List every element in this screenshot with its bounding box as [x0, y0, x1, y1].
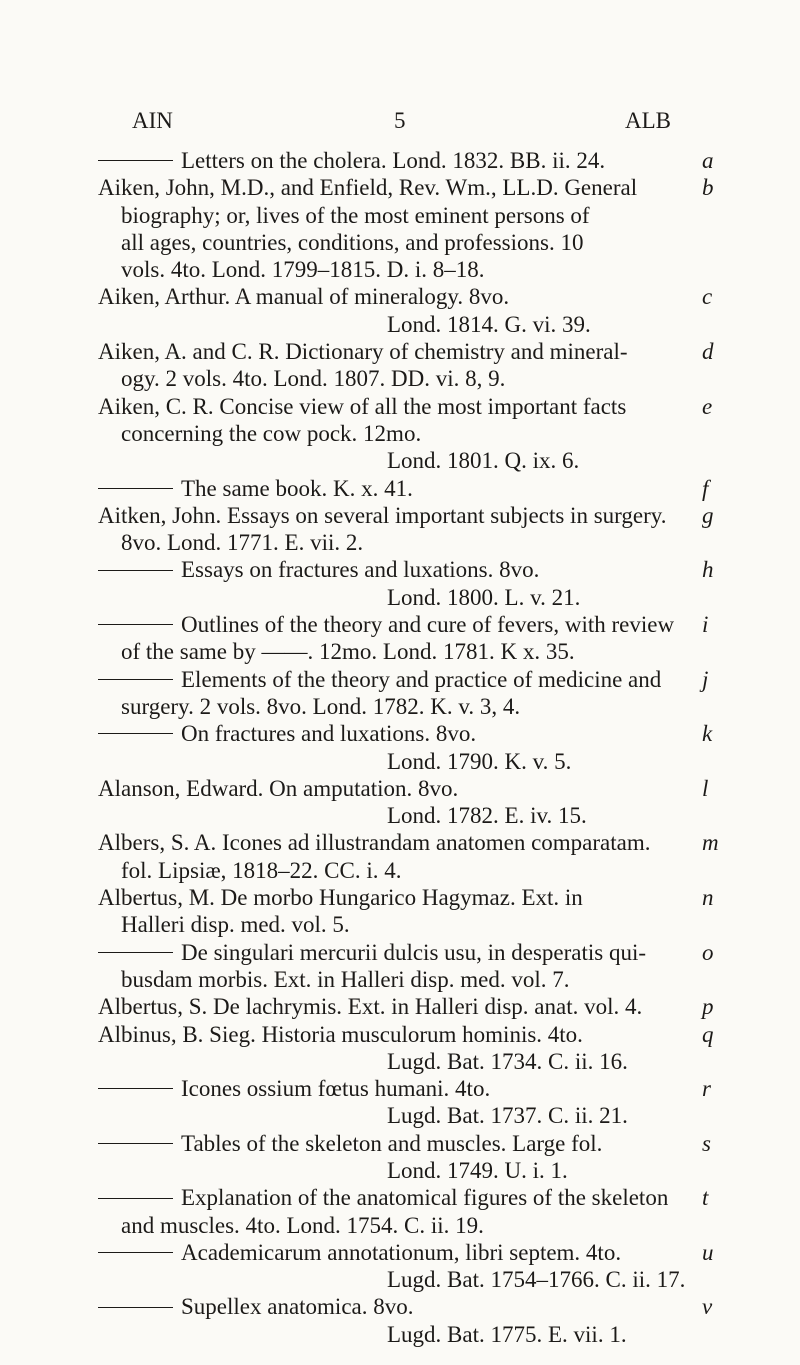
entry-line: [0, 693, 800, 720]
entry-letter: o: [702, 939, 714, 965]
entry-text: ogy. 2 vols. 4to. Lond. 1807. DD. vi. 8, 9.: [121, 366, 506, 392]
entry-text: Explanation of the anatomical figures of the skeleton: [181, 1185, 669, 1211]
entry-line: [0, 748, 800, 775]
page-header: [0, 108, 800, 138]
entry-text: Outlines of the theory and cure of fevers, with review: [181, 612, 675, 638]
catalogue-entry: [0, 1075, 800, 1130]
entry-text: Lond. 1800. L. v. 21.: [387, 584, 581, 610]
entry-line: [0, 775, 800, 802]
ditto-rule: [98, 624, 173, 625]
entry-line: [0, 939, 800, 966]
entry-letter: s: [702, 1130, 711, 1156]
catalogue-entry: [0, 993, 800, 1020]
entry-line: [0, 1239, 800, 1266]
catalogue-entry: [0, 720, 800, 775]
entry-letter: h: [702, 557, 714, 583]
entry-text: Albinus, B. Sieg. Historia musculorum hominis. 4to.: [98, 1021, 583, 1047]
entry-line: [0, 611, 800, 638]
entry-line: [0, 911, 800, 938]
catalogue-entry: [0, 475, 800, 502]
entry-text: Lond. 1790. K. v. 5.: [387, 748, 572, 774]
entry-line: [0, 338, 800, 365]
entry-line: [0, 1321, 800, 1348]
catalogue-entry: [0, 174, 800, 283]
entry-text: Aiken, Arthur. A manual of mineralogy. 8vo.: [98, 284, 510, 310]
entry-text: biography; or, lives of the most eminent persons of: [121, 202, 590, 228]
entry-line: [0, 584, 800, 611]
entry-text: Albertus, M. De morbo Hungarico Hagymaz. Ext. in: [98, 885, 583, 911]
entry-line: [0, 174, 800, 201]
ditto-rule: [98, 952, 173, 953]
entry-text: and muscles. 4to. Lond. 1754. C. ii. 19.: [121, 1212, 484, 1238]
entry-line: [0, 202, 800, 229]
entry-text: fol. Lipsiæ, 1818–22. CC. i. 4.: [121, 857, 402, 883]
entry-line: [0, 1021, 800, 1048]
entry-line: [0, 884, 800, 911]
entry-line: [0, 365, 800, 392]
entry-line: [0, 556, 800, 583]
entry-line: [0, 1212, 800, 1239]
entry-text: Aitken, John. Essays on several important subjects in surgery.: [98, 502, 667, 528]
ditto-rule: [98, 1088, 173, 1089]
entry-text: Lond. 1749. U. i. 1.: [387, 1157, 568, 1183]
catalogue-entry: [0, 1130, 800, 1185]
entry-line: [0, 229, 800, 256]
entry-letter: b: [702, 175, 714, 201]
catalogue-entry: [0, 884, 800, 939]
entry-letter: d: [702, 339, 714, 365]
entry-line: [0, 720, 800, 747]
catalogue-entry: [0, 1293, 800, 1348]
entry-line: [0, 1048, 800, 1075]
entry-text: all ages, countries, conditions, and professions. 10: [121, 229, 584, 255]
entry-text: Lond. 1814. G. vi. 39.: [387, 311, 591, 337]
entry-line: [0, 1157, 800, 1184]
entry-letter: m: [702, 830, 719, 856]
entry-letter: a: [702, 148, 714, 173]
entry-letter: q: [702, 1021, 714, 1047]
catalogue-entry: [0, 1021, 800, 1076]
catalogue-entry: [0, 1184, 800, 1239]
entry-letter: l: [702, 775, 709, 801]
entry-text: Lond. 1782. E. iv. 15.: [387, 803, 587, 829]
entry-letter: v: [702, 1294, 713, 1320]
entry-text: Alanson, Edward. On amputation. 8vo.: [98, 775, 459, 801]
entry-line: [0, 666, 800, 693]
entry-line: [0, 447, 800, 474]
ditto-rule: [98, 570, 173, 571]
entry-text: Academicarum annotationum, libri septem. 4to.: [181, 1239, 622, 1265]
catalogue-entry: [0, 829, 800, 884]
entry-text: of the same by ——. 12mo. Lond. 1781. K x. 35.: [121, 639, 575, 665]
ditto-rule: [98, 1252, 173, 1253]
entry-text: Lugd. Bat. 1737. C. ii. 21.: [387, 1103, 628, 1129]
ditto-rule: [98, 160, 173, 161]
catalogue-entry: [0, 283, 800, 338]
entry-letter: n: [702, 885, 714, 911]
entry-line: [0, 502, 800, 529]
catalogue-entry: [0, 775, 800, 830]
ditto-rule: [98, 733, 173, 734]
entry-letter: c: [702, 284, 713, 310]
entry-line: [0, 147, 800, 174]
entry-letter: i: [702, 612, 709, 638]
entry-letter: t: [702, 1185, 709, 1211]
entry-text: 8vo. Lond. 1771. E. vii. 2.: [121, 530, 364, 556]
entry-letter: p: [702, 994, 714, 1020]
entry-text: Essays on fractures and luxations. 8vo.: [181, 557, 540, 583]
catalogue-entry: [0, 147, 800, 174]
catalogue-entry: [0, 666, 800, 721]
ditto-rule: [98, 1143, 173, 1144]
entry-text: Letters on the cholera. Lond. 1832. BB. ii. 24.: [181, 148, 606, 173]
entry-text: The same book. K. x. 41.: [181, 475, 413, 501]
entry-line: [0, 529, 800, 556]
catalogue-entry: [0, 939, 800, 994]
entry-line: [0, 393, 800, 420]
entry-line: [0, 283, 800, 310]
entry-line: [0, 1266, 800, 1293]
entry-line: [0, 256, 800, 283]
entry-text: Halleri disp. med. vol. 5.: [121, 912, 350, 938]
header-right-catchword: ALB: [625, 108, 671, 133]
catalogue-entry: [0, 502, 800, 557]
catalogue-entry: [0, 556, 800, 611]
catalogue-entry: [0, 611, 800, 666]
entry-text: Lond. 1801. Q. ix. 6.: [387, 448, 580, 474]
entry-line: [0, 1075, 800, 1102]
ditto-rule: [98, 1198, 173, 1199]
entry-line: [0, 311, 800, 338]
entry-line: [0, 1102, 800, 1129]
entry-text: busdam morbis. Ext. in Halleri disp. med. vol. 7.: [121, 966, 570, 992]
catalogue-entry: [0, 393, 800, 475]
entry-line: [0, 966, 800, 993]
entry-line: [0, 475, 800, 502]
entry-line: [0, 857, 800, 884]
entry-text: Albertus, S. De lachrymis. Ext. in Halleri disp. anat. vol. 4.: [98, 994, 643, 1020]
catalogue-entries: [0, 147, 800, 1348]
entry-text: On fractures and luxations. 8vo.: [181, 721, 477, 747]
ditto-rule: [98, 679, 173, 680]
entry-line: [0, 993, 800, 1020]
entry-text: Lugd. Bat. 1734. C. ii. 16.: [387, 1048, 628, 1074]
header-left-catchword: AIN: [132, 108, 173, 133]
ditto-rule: [98, 488, 173, 489]
entry-letter: u: [702, 1239, 714, 1265]
entry-text: De singulari mercurii dulcis usu, in desperatis qui-: [181, 939, 647, 965]
entry-letter: k: [702, 721, 713, 747]
entry-text: Lugd. Bat. 1754–1766. C. ii. 17.: [387, 1267, 686, 1293]
entry-line: [0, 1293, 800, 1320]
entry-line: [0, 829, 800, 856]
entry-text: Supellex anatomica. 8vo.: [181, 1294, 414, 1320]
entry-letter: j: [702, 666, 709, 692]
entry-text: concerning the cow pock. 12mo.: [121, 420, 422, 446]
entry-text: vols. 4to. Lond. 1799–1815. D. i. 8–18.: [121, 257, 485, 283]
entry-text: Aiken, C. R. Concise view of all the most important facts: [98, 393, 627, 419]
entry-text: Icones ossium fœtus humani. 4to.: [181, 1076, 491, 1102]
catalogue-entry: [0, 338, 800, 393]
entry-line: [0, 420, 800, 447]
entry-line: [0, 802, 800, 829]
entry-text: Albers, S. A. Icones ad illustrandam anatomen comparatam.: [98, 830, 651, 856]
entry-line: [0, 1184, 800, 1211]
ditto-rule: [98, 1307, 173, 1308]
entry-letter: f: [702, 475, 709, 501]
entry-letter: g: [702, 502, 714, 528]
entry-text: Aiken, John, M.D., and Enfield, Rev. Wm., LL.D. General: [98, 175, 638, 201]
entry-text: Tables of the skeleton and muscles. Large fol.: [181, 1130, 603, 1156]
entry-line: [0, 638, 800, 665]
entry-line: [0, 1130, 800, 1157]
catalogue-entry: [0, 1239, 800, 1294]
entry-letter: e: [702, 393, 713, 419]
entry-text: Aiken, A. and C. R. Dictionary of chemistry and mineral-: [98, 339, 628, 365]
entry-text: surgery. 2 vols. 8vo. Lond. 1782. K. v. 3, 4.: [121, 693, 521, 719]
entry-text: Lugd. Bat. 1775. E. vii. 1.: [387, 1321, 627, 1347]
entry-text: Elements of the theory and practice of medicine and: [181, 666, 662, 692]
page-number: 5: [394, 108, 406, 133]
entry-letter: r: [702, 1076, 711, 1102]
